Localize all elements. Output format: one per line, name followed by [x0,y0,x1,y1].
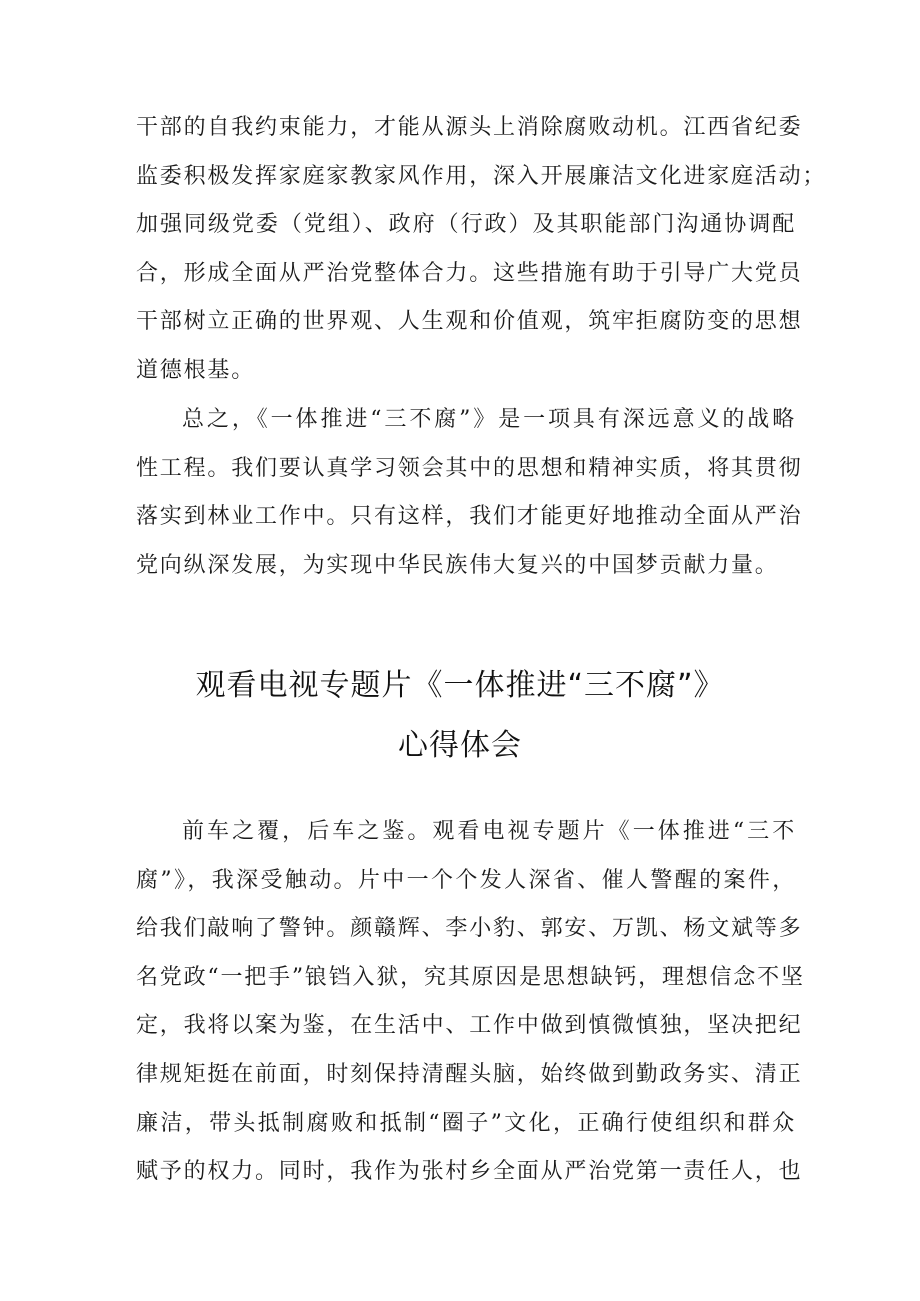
text-line: 腐”》，我深受触动。片中一个个发人深省、催人警醒的案件， [136,867,796,893]
text-line: 落实到林业工作中。只有这样，我们才能更好地推动全面从严治 [136,504,803,530]
text-line: 道德根基。 [136,357,256,383]
text-line: 名党政“一把手”锒铛入狱，究其原因是思想缺钙，理想信念不坚 [136,964,805,990]
text-line: 性工程。我们要认真学习领会其中的思想和精神实质，将其贯彻 [136,455,803,481]
text-line: 律规矩挺在前面，时刻保持清醒头脑，始终做到勤政务实、清正 [136,1061,803,1087]
text-line: 监委积极发挥家庭家教家风作用，深入开展廉洁文化进家庭活动； [136,163,827,189]
paragraph-1 [136,104,827,396]
text-line: 合，形成全面从严治党整体合力。这些措施有助于引导广大党员 [136,260,803,286]
paragraph-2 [136,396,803,590]
text-line: 前车之覆，后车之鉴。观看电视专题片《一体推进“三不 [182,819,796,844]
text-line: 给我们敲响了警钟。颜赣辉、李小豹、郭安、万凯、杨文斌等多 [136,916,803,942]
text-line: 党向纵深发展，为实现中华民族伟大复兴的中国梦贡献力量。 [136,552,779,578]
text-line: 廉洁，带头抵制腐败和抵制“圈子”文化，正确行使组织和群众 [136,1110,796,1136]
article-title: 观看电视专题片《一体推进“三不腐”》 [195,668,725,703]
text-line: 干部的自我约束能力，才能从源头上消除腐败动机。江西省纪委 [136,115,803,140]
text-line: 总之，《一体推进“三不腐”》是一项具有深远意义的战略 [182,407,796,432]
paragraph-3 [136,808,805,1197]
text-line: 干部树立正确的世界观、人生观和价值观，筑牢拒腐防变的思想 [136,309,803,335]
text-line: 赋予的权力。同时，我作为张村乡全面从严治党第一责任人，也 [136,1159,803,1185]
article-subtitle: 心得体会 [398,728,522,763]
text-line: 加强同级党委（党组）、政府（行政）及其职能部门沟通协调配 [136,212,796,238]
text-line: 定，我将以案为鉴，在生活中、工作中做到慎微慎独，坚决把纪 [136,1013,803,1039]
